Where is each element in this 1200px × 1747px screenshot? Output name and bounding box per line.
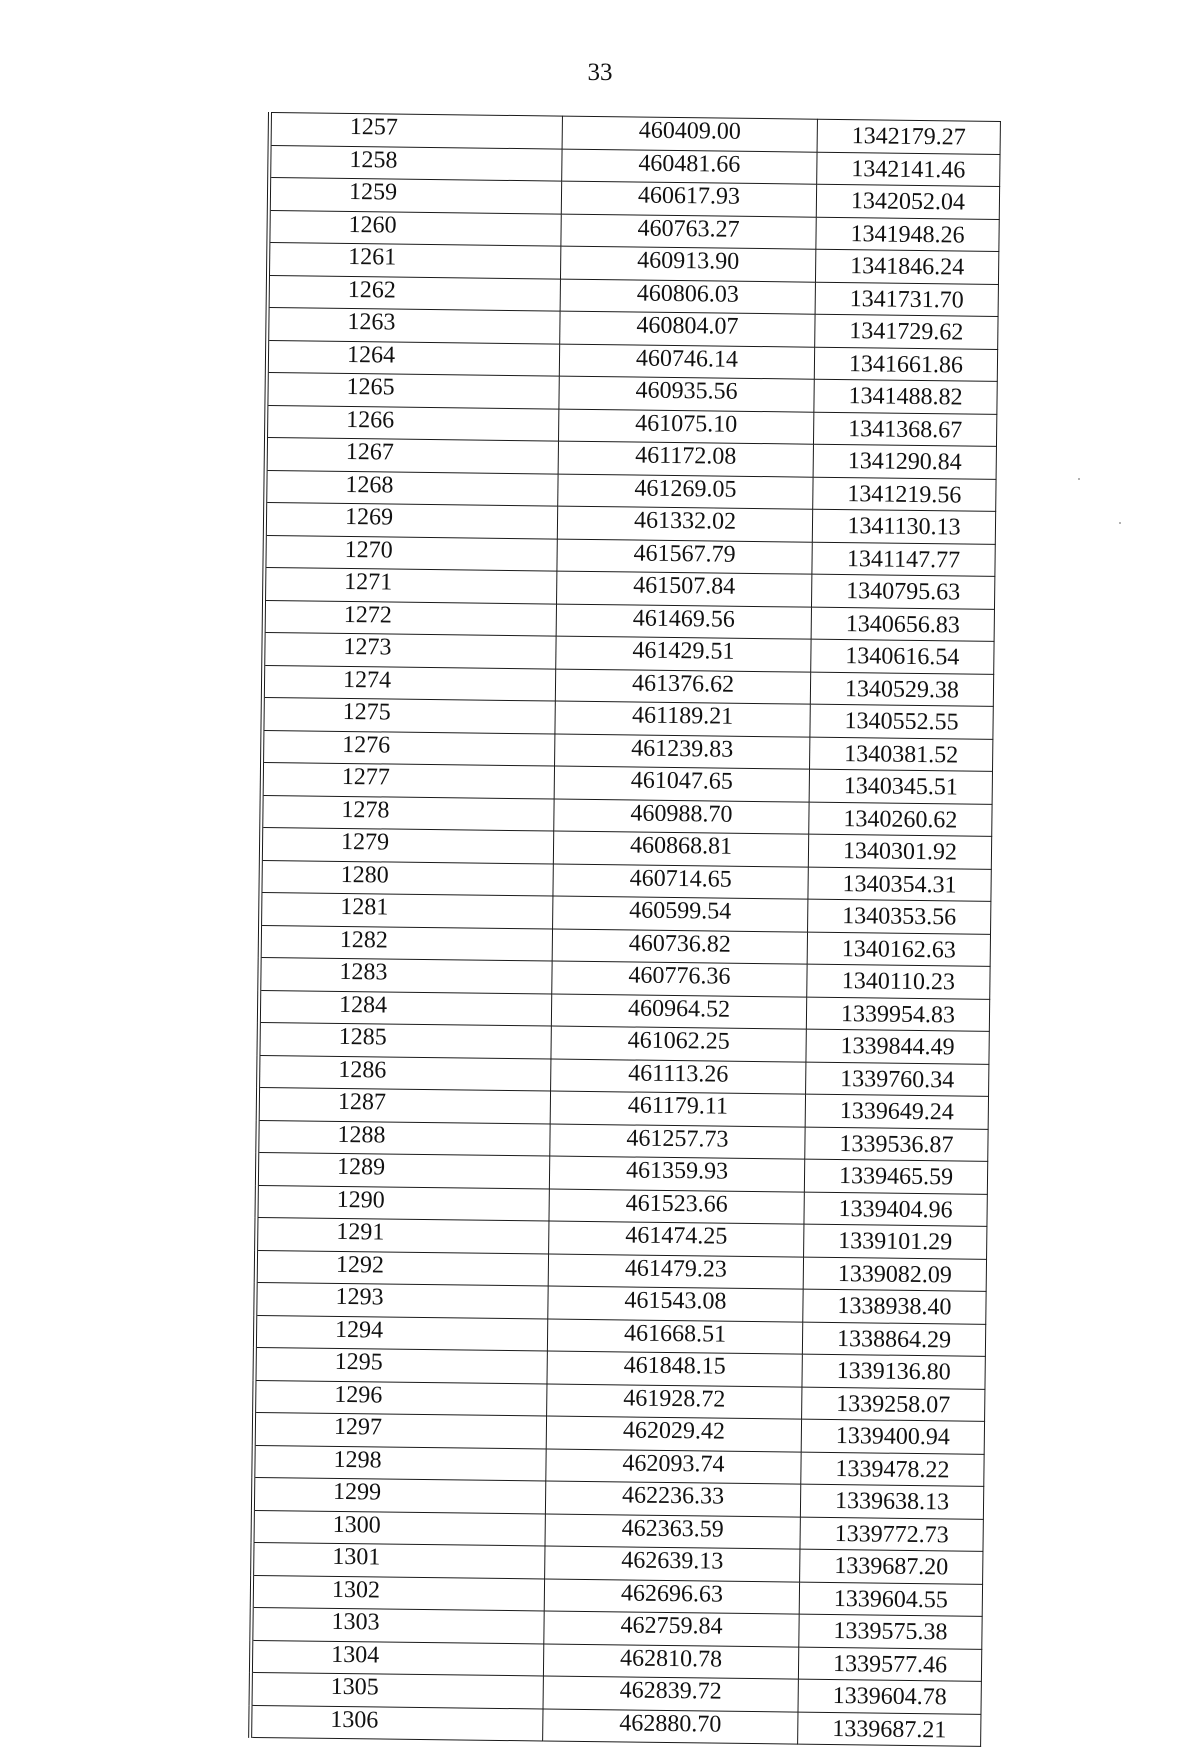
y-coordinate-cell: 1339687.20: [800, 1549, 983, 1584]
point-number-cell: 1269: [265, 502, 558, 538]
point-number-cell: 1301: [252, 1542, 545, 1578]
y-coordinate-cell: 1339136.80: [802, 1354, 985, 1389]
point-number-cell: 1275: [262, 697, 555, 733]
x-coordinate-cell: 460776.36: [552, 961, 807, 997]
point-number-cell: 1273: [263, 632, 556, 668]
x-coordinate-cell: 461075.10: [559, 409, 814, 445]
y-coordinate-cell: 1340354.31: [808, 867, 991, 902]
x-coordinate-cell: 461062.25: [551, 1026, 806, 1062]
x-coordinate-cell: 461172.08: [558, 441, 813, 477]
y-coordinate-cell: 1340353.56: [808, 899, 991, 934]
y-coordinate-cell: 1340529.38: [810, 672, 993, 707]
point-number-cell: 1292: [256, 1250, 549, 1286]
point-number-cell: 1286: [258, 1055, 551, 1091]
coordinate-table-body: [250, 113, 1000, 1747]
point-number-cell: 1303: [251, 1607, 544, 1643]
point-number-cell: 1268: [265, 470, 558, 506]
point-number-cell: 1266: [266, 405, 559, 441]
point-number-cell: 1279: [261, 827, 554, 863]
point-number-cell: 1270: [264, 535, 557, 571]
y-coordinate-cell: 1339577.46: [798, 1647, 981, 1682]
x-coordinate-cell: 462029.42: [546, 1416, 801, 1452]
y-coordinate-cell: 1340345.51: [809, 769, 992, 804]
point-number-cell: 1300: [253, 1510, 546, 1546]
y-coordinate-cell: 1340301.92: [808, 834, 991, 869]
x-coordinate-cell: 460409.00: [562, 116, 817, 152]
point-number-cell: 1302: [252, 1575, 545, 1611]
y-coordinate-cell: 1342052.04: [816, 184, 999, 219]
y-coordinate-cell: 1341290.84: [813, 444, 996, 479]
y-coordinate-cell: 1340616.54: [811, 639, 994, 674]
y-coordinate-cell: 1341846.24: [815, 249, 998, 284]
point-number-cell: 1283: [259, 957, 552, 993]
y-coordinate-cell: 1339082.09: [803, 1257, 986, 1292]
y-coordinate-cell: 1341729.62: [815, 314, 998, 349]
y-coordinate-cell: 1340110.23: [807, 964, 990, 999]
point-number-cell: 1262: [268, 275, 561, 311]
point-number-cell: 1294: [255, 1315, 548, 1351]
y-coordinate-cell: 1340162.63: [807, 932, 990, 967]
point-number-cell: 1287: [258, 1087, 551, 1123]
y-coordinate-cell: 1340552.55: [810, 704, 993, 739]
y-coordinate-cell: 1341731.70: [815, 282, 998, 317]
y-coordinate-cell: 1339400.94: [801, 1419, 984, 1454]
y-coordinate-cell: 1342179.27: [817, 119, 1000, 154]
y-coordinate-cell: 1341147.77: [812, 542, 995, 577]
point-number-cell: 1284: [259, 990, 552, 1026]
point-number-cell: 1293: [255, 1282, 548, 1318]
x-coordinate-cell: 460714.65: [553, 864, 808, 900]
point-number-cell: 1277: [262, 762, 555, 798]
point-number-cell: 1276: [262, 730, 555, 766]
x-coordinate-cell: 461376.62: [555, 669, 810, 705]
x-coordinate-cell: 460964.52: [551, 994, 806, 1030]
coordinate-table: [248, 112, 1001, 1747]
point-number-cell: 1263: [267, 308, 560, 344]
point-number-cell: 1295: [255, 1347, 548, 1383]
x-coordinate-cell: 461928.72: [547, 1384, 802, 1420]
x-coordinate-cell: 460763.27: [561, 214, 816, 250]
x-coordinate-cell: 460481.66: [562, 149, 817, 185]
x-coordinate-cell: 462839.72: [543, 1676, 798, 1712]
y-coordinate-cell: 1339604.55: [799, 1582, 982, 1617]
x-coordinate-cell: 462880.70: [543, 1708, 798, 1744]
point-number-cell: 1304: [251, 1640, 544, 1676]
point-number-cell: 1265: [266, 373, 559, 409]
point-number-cell: 1306: [250, 1705, 543, 1741]
x-coordinate-cell: 461239.83: [555, 734, 810, 770]
x-coordinate-cell: 461359.93: [549, 1156, 804, 1192]
point-number-cell: 1288: [257, 1120, 550, 1156]
x-coordinate-cell: 461269.05: [558, 474, 813, 510]
y-coordinate-cell: 1341488.82: [814, 379, 997, 414]
y-coordinate-cell: 1338864.29: [802, 1322, 985, 1357]
x-coordinate-cell: 462093.74: [546, 1448, 801, 1484]
point-number-cell: 1278: [261, 795, 554, 831]
y-coordinate-cell: 1339844.49: [806, 1029, 989, 1064]
point-number-cell: 1280: [260, 860, 553, 896]
point-number-cell: 1296: [254, 1380, 547, 1416]
x-coordinate-cell: 461668.51: [547, 1319, 802, 1355]
y-coordinate-cell: 1339465.59: [804, 1159, 987, 1194]
y-coordinate-cell: 1341661.86: [814, 347, 997, 382]
y-coordinate-cell: 1339687.21: [798, 1712, 981, 1747]
y-coordinate-cell: 1341368.67: [813, 412, 996, 447]
x-coordinate-cell: 460913.90: [560, 246, 815, 282]
y-coordinate-cell: 1338938.40: [803, 1289, 986, 1324]
x-coordinate-cell: 460804.07: [560, 311, 815, 347]
x-coordinate-cell: 461523.66: [549, 1189, 804, 1225]
x-coordinate-cell: 460617.93: [561, 181, 816, 217]
point-number-cell: 1261: [268, 243, 561, 279]
y-coordinate-cell: 1341948.26: [816, 217, 999, 252]
y-coordinate-cell: 1339772.73: [800, 1517, 983, 1552]
point-number-cell: 1258: [269, 145, 562, 181]
point-number-cell: 1260: [268, 210, 561, 246]
x-coordinate-cell: 462236.33: [545, 1481, 800, 1517]
point-number-cell: 1264: [267, 340, 560, 376]
point-number-cell: 1267: [266, 438, 559, 474]
x-coordinate-cell: 461474.25: [549, 1221, 804, 1257]
y-coordinate-cell: 1340260.62: [809, 802, 992, 837]
point-number-cell: 1285: [258, 1022, 551, 1058]
y-coordinate-cell: 1342141.46: [817, 152, 1000, 187]
x-coordinate-cell: 461429.51: [556, 636, 811, 672]
x-coordinate-cell: 461543.08: [548, 1286, 803, 1322]
x-coordinate-cell: 461507.84: [557, 571, 812, 607]
y-coordinate-cell: 1339649.24: [805, 1094, 988, 1129]
y-coordinate-cell: 1339478.22: [801, 1452, 984, 1487]
y-coordinate-cell: 1339638.13: [800, 1484, 983, 1519]
point-number-cell: 1282: [260, 925, 553, 961]
x-coordinate-cell: 461179.11: [550, 1091, 805, 1127]
x-coordinate-cell: 460736.82: [552, 929, 807, 965]
point-number-cell: 1297: [254, 1412, 547, 1448]
scan-speck: [1078, 478, 1080, 480]
y-coordinate-cell: 1339760.34: [806, 1062, 989, 1097]
point-number-cell: 1298: [253, 1445, 546, 1481]
x-coordinate-cell: 462810.78: [543, 1643, 798, 1679]
y-coordinate-cell: 1339954.83: [806, 997, 989, 1032]
point-number-cell: 1274: [263, 665, 556, 701]
x-coordinate-cell: 461848.15: [547, 1351, 802, 1387]
point-number-cell: 1299: [253, 1477, 546, 1513]
point-number-cell: 1281: [260, 892, 553, 928]
point-number-cell: 1291: [256, 1217, 549, 1253]
point-number-cell: 1290: [256, 1185, 549, 1221]
y-coordinate-cell: 1339404.96: [804, 1192, 987, 1227]
x-coordinate-cell: 462696.63: [544, 1578, 799, 1614]
point-number-cell: 1305: [251, 1672, 544, 1708]
point-number-cell: 1257: [270, 113, 563, 149]
x-coordinate-cell: 460746.14: [559, 344, 814, 380]
point-number-cell: 1289: [257, 1152, 550, 1188]
x-coordinate-cell: 462639.13: [545, 1546, 800, 1582]
y-coordinate-cell: 1340381.52: [810, 737, 993, 772]
x-coordinate-cell: 461189.21: [555, 701, 810, 737]
x-coordinate-cell: 462363.59: [545, 1513, 800, 1549]
point-number-cell: 1259: [269, 178, 562, 214]
x-coordinate-cell: 460868.81: [553, 831, 808, 867]
point-number-cell: 1272: [264, 600, 557, 636]
x-coordinate-cell: 461567.79: [557, 539, 812, 575]
x-coordinate-cell: 461332.02: [557, 506, 812, 542]
x-coordinate-cell: 460599.54: [553, 896, 808, 932]
x-coordinate-cell: 460935.56: [559, 376, 814, 412]
y-coordinate-cell: 1339575.38: [799, 1614, 982, 1649]
y-coordinate-cell: 1339258.07: [802, 1387, 985, 1422]
scan-speck: [1119, 522, 1121, 524]
y-coordinate-cell: 1339101.29: [804, 1224, 987, 1259]
y-coordinate-cell: 1340795.63: [811, 574, 994, 609]
x-coordinate-cell: 461113.26: [551, 1059, 806, 1095]
x-coordinate-cell: 462759.84: [544, 1611, 799, 1647]
point-number-cell: 1271: [264, 567, 557, 603]
y-coordinate-cell: 1339536.87: [805, 1127, 988, 1162]
y-coordinate-cell: 1341219.56: [813, 477, 996, 512]
y-coordinate-cell: 1339604.78: [798, 1679, 981, 1714]
x-coordinate-cell: 461479.23: [548, 1254, 803, 1290]
page-number: 33: [587, 59, 613, 86]
x-coordinate-cell: 460988.70: [554, 799, 809, 835]
x-coordinate-cell: 460806.03: [560, 279, 815, 315]
x-coordinate-cell: 461469.56: [556, 604, 811, 640]
x-coordinate-cell: 461257.73: [550, 1124, 805, 1160]
y-coordinate-cell: 1340656.83: [811, 607, 994, 642]
x-coordinate-cell: 461047.65: [554, 766, 809, 802]
y-coordinate-cell: 1341130.13: [812, 509, 995, 544]
